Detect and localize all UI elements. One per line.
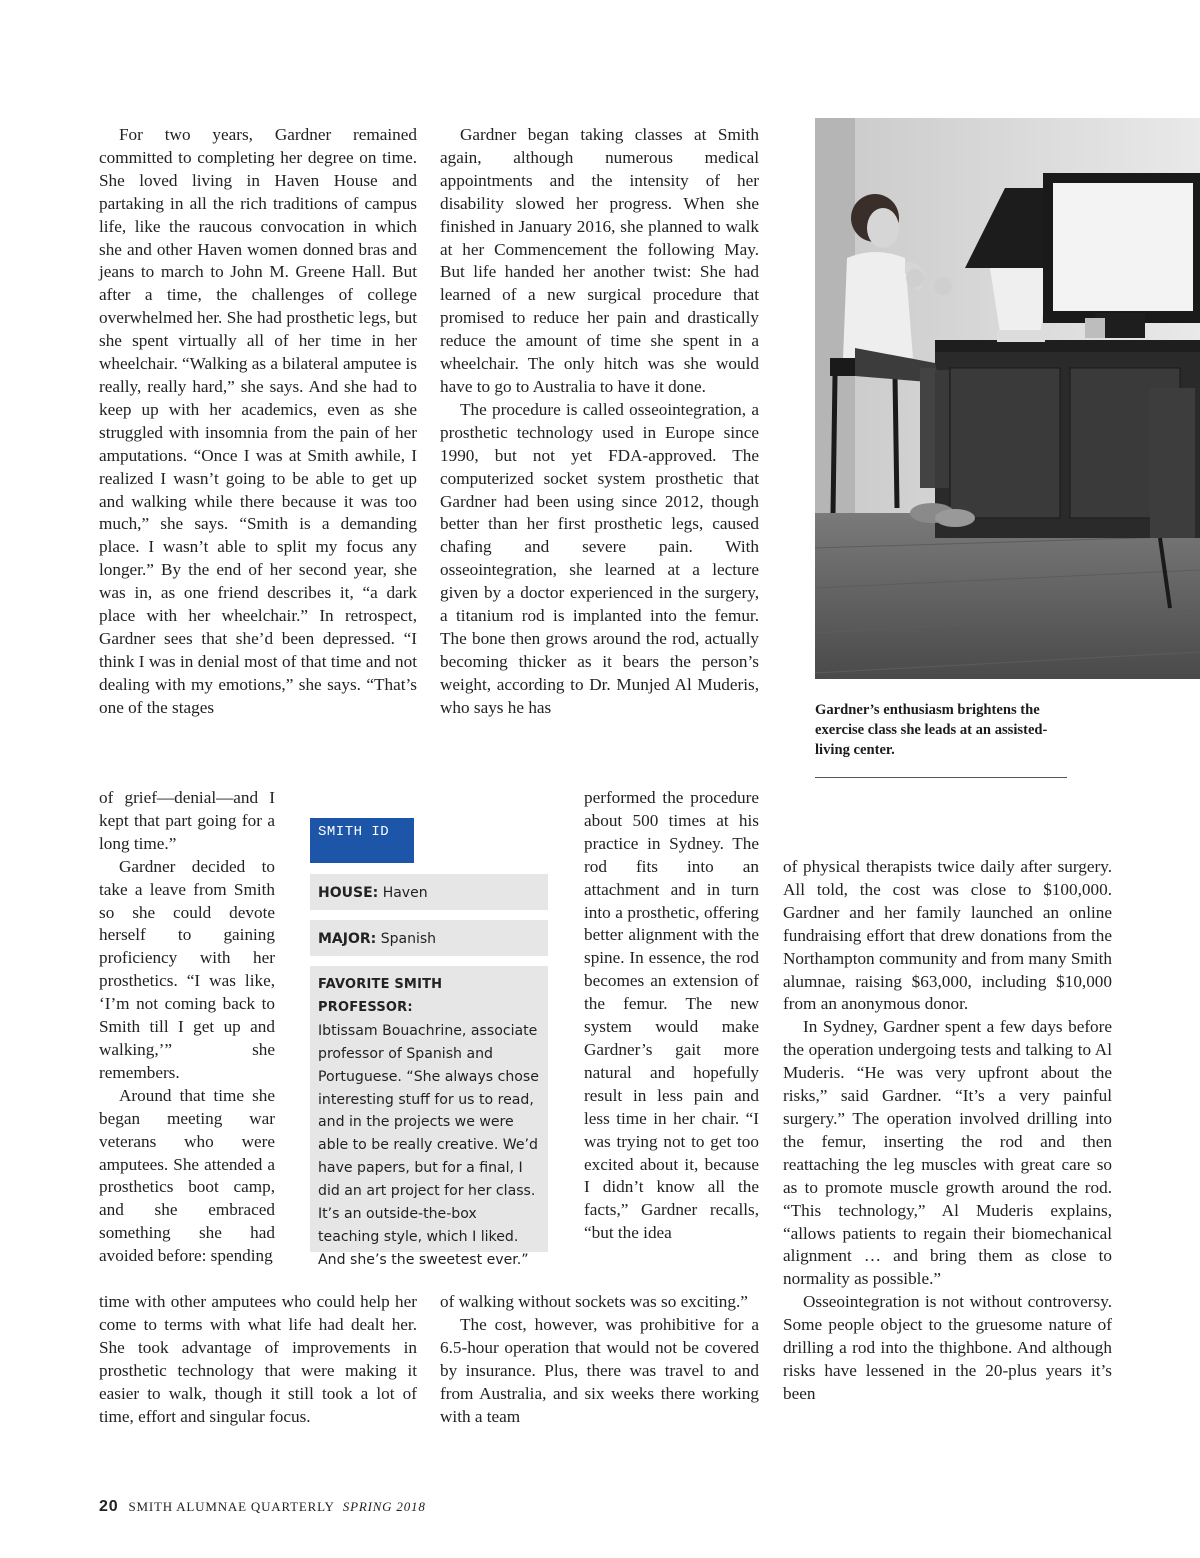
article-column-1-wrap — [99, 787, 275, 1268]
article-column-3 — [783, 856, 1112, 1406]
article-paragraph: The procedure is called osseointegration, a prosthetic technology used in Europe since 1990, but not yet FDA-approved. The computerized socket system prosthetic that Gardner had been using since 2012, though better than her first prosthetic legs, caused chafing and severe pain. With osseointegration, she learned at a lecture given by a doctor experienced in the surgery, a titanium rod is implanted into the femur. The bone then grows around the rod, actually becoming thicker as it bears the person’s weight, according to Dr. Munjed Al Muderis, who says he has — [440, 399, 759, 717]
publication-name: SMITH ALUMNAE QUARTERLY — [128, 1499, 335, 1514]
article-photo — [815, 118, 1200, 679]
article-paragraph: For two years, Gardner remained committed to completing her degree on time. She loved living in Haven House and partaking in all the rich traditions of campus life, like the raucous convocation in which she and other Haven women donned bras and jeans to march to John M. Greene Hall. But after a time, the challenges of college overwhelmed her. She had prosthetic legs, but she spent virtually all of her time in her wheelchair. “Walking as a bilateral amputee is really, really hard,” she says. And she had to keep up with her academics, even as she struggled with insomnia from the pain of her amputations. “Once I was at Smith awhile, I realized I wasn’t going to be able to get up and walking while there because it was too much,” she says. “Smith is a demanding place. I wasn’t able to split my focus any longer.” By the end of her second year, she was in, as one friend describes it, “a dark place with her wheelchair.” In retrospect, Gardner sees that she’d been depressed. “I think I was in denial most of that time and not dealing with my emotions,” she says. “That’s one of the stages — [99, 125, 417, 717]
sidebar-major-label: MAJOR: — [318, 931, 377, 947]
article-paragraph: Gardner decided to take a leave from Smith so she could devote herself to gaining proficiency with her prosthetics. “I was like, ‘I’m not coming back to Smith till I get up and walking,’” she remembers. — [99, 856, 275, 1082]
issue-date: SPRING 2018 — [342, 1499, 426, 1514]
article-column-2-bottom — [440, 1291, 759, 1428]
article-paragraph: In Sydney, Gardner spent a few days before the operation undergoing tests and talking to Al Muderis. “He was very upfront about the risks,” said Gardner. “It’s a very painful surgery.” The operation involved drilling into the femur, inserting the rod and then reattaching the leg muscles with great care so as to promote muscle growth around the rod. “This technology,” Al Muderis explains, “allows patients to regain their biomechanical alignment … and bring them as close to normality as possible.” — [783, 1017, 1112, 1289]
article-paragraph: performed the procedure about 500 times at his practice in Sydney. The rod fits into an attachment and in turn into a prosthetic, offering better alignment with the spine. In essence, the rod becomes an extension of the femur. The new system would make Gardner’s gait more natural and hopefully result in less pain and less time in her chair. “I was trying not to get too excited about it, because I didn’t know all the facts,” Gardner recalls, “but the idea — [584, 788, 759, 1243]
sidebar-major-value: Spanish — [380, 931, 437, 947]
sidebar-professor — [310, 966, 548, 1268]
sidebar-house — [310, 874, 548, 910]
photo-illustration — [815, 118, 1200, 679]
page-footer — [99, 1498, 426, 1516]
sidebar-professor-text: Ibtissam Bouachrine, associate professor of Spanish and Portuguese. “She always chose interesting stuff for us to read, and in the projects we were able to be really creative. We’d have papers, but for a final, I did an art project for her class. It’s an outside-the-box teaching style, which I liked. And she’s the sweetest ever.” — [318, 1022, 539, 1268]
sidebar-title: SMITH ID — [310, 818, 414, 863]
article-column-1 — [99, 124, 417, 720]
article-paragraph: Gardner began taking classes at Smith again, although numerous medical appointments and the intensity of her disability slowed her progress. When she finished in January 2016, she planned to walk at her Commencement the following May. But life handed her another twist: She had learned of a new surgical procedure that promised to reduce her pain and drastically reduce the amount of time she spent in a wheelchair. The only hitch was she would have to go to Australia to have it done. — [440, 125, 759, 396]
article-paragraph: The cost, however, was prohibitive for a 6.5-hour operation that would not be covered by insurance. Plus, there was travel to and from Australia, and six weeks there working with a team — [440, 1314, 759, 1426]
article-column-1-bottom — [99, 1291, 417, 1428]
sidebar-house-value: Haven — [382, 885, 428, 901]
article-paragraph: of walking without sockets was so exciting.” — [440, 1292, 748, 1311]
article-paragraph: of grief—denial—and I kept that part going for a long time.” — [99, 788, 275, 853]
article-paragraph: time with other amputees who could help her come to terms with what life had dealt her. She took advantage of improvements in prosthetic technology that were making it easier to walk, though it still took a lot of time, effort and singular focus. — [99, 1292, 417, 1426]
photo-caption: Gardner’s enthusiasm brightens the exercise class she leads at an assisted-living center. — [815, 702, 1048, 758]
sidebar-professor-label: FAVORITE SMITH PROFESSOR: — [318, 977, 443, 1015]
article-column-2-wrap — [584, 787, 759, 1245]
article-paragraph: of physical therapists twice daily after surgery. All told, the cost was close to $100,000. Gardner and her family launched an online fundraising effort that drew donations from the Northampton community and from many Smith alumnae, raising $63,000, including $10,000 from an anonymous donor. — [783, 857, 1112, 1014]
article-column-2 — [440, 124, 759, 720]
article-paragraph: Osseointegration is not without controversy. Some people object to the gruesome nature of drilling a rod into the thighbone. And although risks have lessened in the 20-plus years it’s been — [783, 1292, 1112, 1403]
sidebar-house-label: HOUSE: — [318, 885, 379, 901]
sidebar-major — [310, 920, 548, 956]
page-number: 20 — [99, 1498, 119, 1515]
article-paragraph: Around that time she began meeting war veterans who were amputees. She attended a prosthetics boot camp, and she embraced something she had avoided before: spending — [99, 1085, 275, 1266]
caption-divider — [815, 777, 1067, 778]
